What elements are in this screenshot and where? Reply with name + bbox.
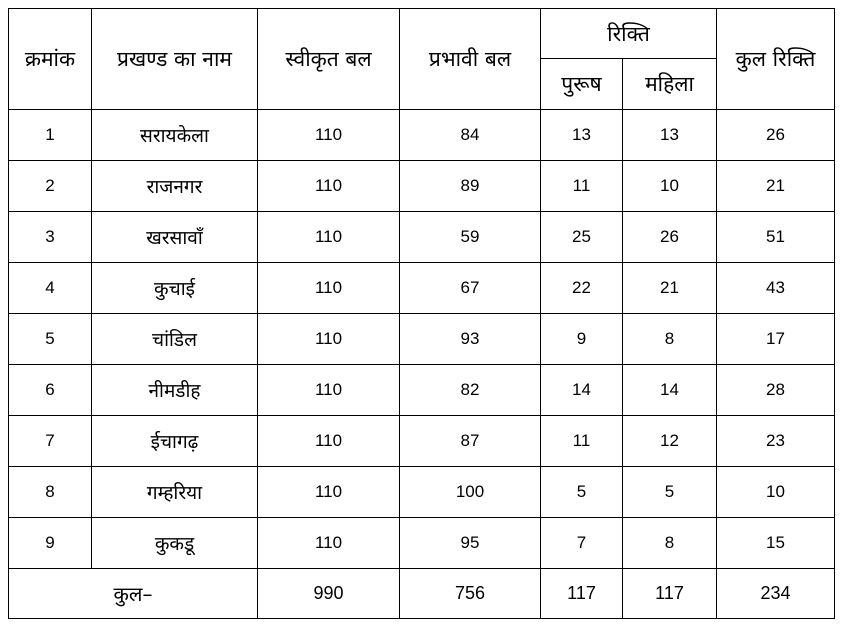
- cell-effective: 95: [400, 518, 541, 569]
- cell-female: 5: [623, 467, 717, 518]
- cell-effective: 82: [400, 365, 541, 416]
- table-row: [9, 314, 835, 365]
- cell-sanctioned: 110: [258, 161, 400, 212]
- cell-effective: 59: [400, 212, 541, 263]
- cell-sanctioned: 110: [258, 518, 400, 569]
- totals-label: कुल–: [9, 569, 258, 619]
- cell-serial: 8: [9, 467, 92, 518]
- table-body: [9, 110, 835, 569]
- cell-total: 26: [717, 110, 835, 161]
- cell-female: 13: [623, 110, 717, 161]
- cell-female: 10: [623, 161, 717, 212]
- header-block-name: प्रखण्ड का नाम: [92, 9, 258, 110]
- cell-block-name: सरायकेला: [92, 110, 258, 161]
- total-male: 117: [541, 569, 623, 619]
- cell-serial: 3: [9, 212, 92, 263]
- table-header: [9, 9, 835, 110]
- table-row: [9, 365, 835, 416]
- cell-total: 15: [717, 518, 835, 569]
- cell-total: 21: [717, 161, 835, 212]
- cell-male: 9: [541, 314, 623, 365]
- cell-female: 14: [623, 365, 717, 416]
- cell-serial: 6: [9, 365, 92, 416]
- cell-male: 13: [541, 110, 623, 161]
- cell-female: 12: [623, 416, 717, 467]
- total-female: 117: [623, 569, 717, 619]
- cell-total: 23: [717, 416, 835, 467]
- table-footer: [9, 569, 835, 619]
- header-serial: क्रमांक: [9, 9, 92, 110]
- totals-row: [9, 569, 835, 619]
- cell-serial: 5: [9, 314, 92, 365]
- cell-sanctioned: 110: [258, 263, 400, 314]
- cell-female: 8: [623, 314, 717, 365]
- cell-female: 26: [623, 212, 717, 263]
- cell-female: 21: [623, 263, 717, 314]
- table-row: [9, 416, 835, 467]
- header-male: पुरूष: [541, 59, 623, 110]
- cell-block-name: चांडिल: [92, 314, 258, 365]
- cell-sanctioned: 110: [258, 416, 400, 467]
- cell-sanctioned: 110: [258, 314, 400, 365]
- cell-serial: 4: [9, 263, 92, 314]
- cell-effective: 87: [400, 416, 541, 467]
- cell-sanctioned: 110: [258, 467, 400, 518]
- header-total-vacancy: कुल रिक्ति: [717, 9, 835, 110]
- total-vacancy: 234: [717, 569, 835, 619]
- cell-serial: 9: [9, 518, 92, 569]
- cell-female: 8: [623, 518, 717, 569]
- cell-total: 17: [717, 314, 835, 365]
- cell-block-name: खरसावाँ: [92, 212, 258, 263]
- cell-male: 25: [541, 212, 623, 263]
- cell-male: 11: [541, 161, 623, 212]
- cell-male: 14: [541, 365, 623, 416]
- cell-total: 51: [717, 212, 835, 263]
- cell-block-name: राजनगर: [92, 161, 258, 212]
- cell-sanctioned: 110: [258, 110, 400, 161]
- cell-sanctioned: 110: [258, 365, 400, 416]
- cell-effective: 93: [400, 314, 541, 365]
- cell-total: 10: [717, 467, 835, 518]
- cell-block-name: कुचाई: [92, 263, 258, 314]
- header-vacancy: रिक्ति: [541, 9, 717, 59]
- cell-total: 43: [717, 263, 835, 314]
- cell-block-name: ईचागढ़: [92, 416, 258, 467]
- cell-serial: 7: [9, 416, 92, 467]
- cell-male: 5: [541, 467, 623, 518]
- cell-block-name: नीमडीह: [92, 365, 258, 416]
- cell-effective: 100: [400, 467, 541, 518]
- header-effective: प्रभावी बल: [400, 9, 541, 110]
- table-row: [9, 518, 835, 569]
- table-row: [9, 263, 835, 314]
- table-row: [9, 110, 835, 161]
- cell-male: 22: [541, 263, 623, 314]
- table-row: [9, 212, 835, 263]
- total-sanctioned: 990: [258, 569, 400, 619]
- cell-serial: 1: [9, 110, 92, 161]
- cell-block-name: गम्हरिया: [92, 467, 258, 518]
- cell-sanctioned: 110: [258, 212, 400, 263]
- header-sanctioned: स्वीकृत बल: [258, 9, 400, 110]
- table-row: [9, 161, 835, 212]
- cell-block-name: कुकडू: [92, 518, 258, 569]
- total-effective: 756: [400, 569, 541, 619]
- table-row: [9, 467, 835, 518]
- header-female: महिला: [623, 59, 717, 110]
- cell-effective: 89: [400, 161, 541, 212]
- cell-effective: 67: [400, 263, 541, 314]
- cell-total: 28: [717, 365, 835, 416]
- cell-male: 11: [541, 416, 623, 467]
- cell-effective: 84: [400, 110, 541, 161]
- cell-serial: 2: [9, 161, 92, 212]
- cell-male: 7: [541, 518, 623, 569]
- vacancy-table: [8, 8, 835, 619]
